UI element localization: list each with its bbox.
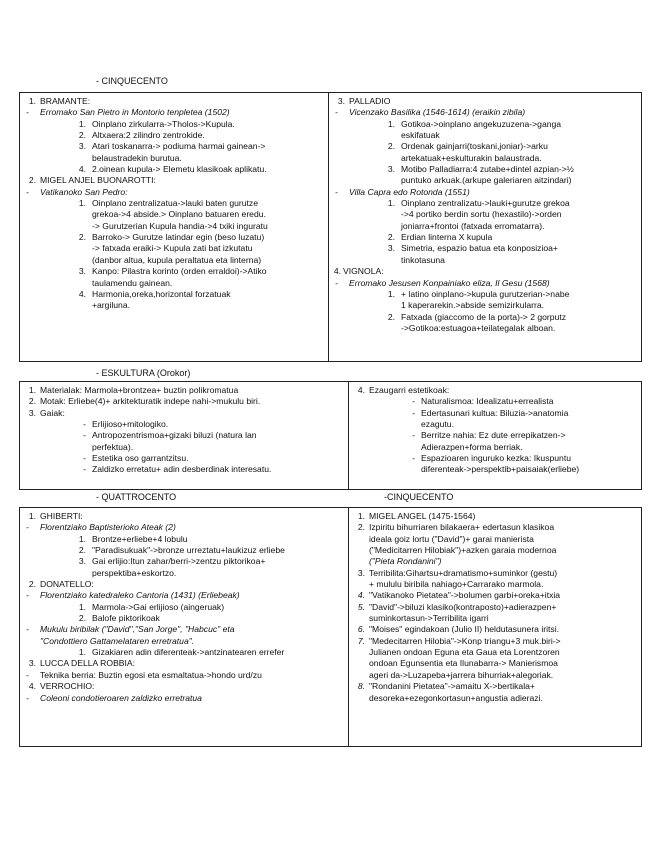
- list-item: [353, 602, 637, 613]
- list-item: [24, 453, 344, 464]
- list-item-text: tinkotasuna: [401, 254, 445, 265]
- list-item: [333, 141, 637, 152]
- list-item-text: MIGEL ANJEL BUONAROTTI:: [40, 175, 156, 186]
- list-item-text: Ezaugarri estetikoak:: [369, 385, 450, 395]
- list-item-text: Teknika berria: Buztin egosi eta esmaltatua->hondo urd/zu: [40, 669, 262, 680]
- list-item: [353, 681, 637, 692]
- list-item-text: Coleoni condotieroaren zaldizko erretratua: [40, 692, 202, 703]
- list-item-text: 2.oinean kupula-> Elemetu klasikoak aplikatu.: [92, 164, 267, 175]
- list-item-text: MIGEL ANGEL (1475-1564): [369, 511, 476, 521]
- list-item-text: ("Medicitarren Hilobiak")+azken garaia modernoa: [369, 545, 557, 556]
- eskultura-box: [19, 381, 642, 490]
- list-marker: 2.: [387, 232, 395, 243]
- list-item-text: Gotikoa->oinplano angekuzuzena->ganga: [401, 118, 562, 129]
- list-item: [24, 579, 344, 590]
- list-item-text: PALLADIO: [349, 96, 391, 106]
- list-item: [24, 534, 344, 545]
- list-item-text: Oinplano zentralizatua->lauki baten gurutze: [92, 198, 259, 209]
- list-item: [24, 681, 344, 692]
- list-item-text: Brontze+erliebe+4 lobulu: [92, 533, 188, 544]
- list-item-text: Gizakiaren adin diferenteak->antzinatearen errefer: [92, 647, 285, 658]
- cinquecento-2-right-column: [349, 508, 641, 746]
- list-item-text: belaustradekin burutua.: [92, 152, 182, 163]
- list-item: [353, 534, 637, 545]
- list-item: [24, 590, 344, 601]
- list-item-text: Izpiritu bihurriaren bilakaera+ edertasun klasikoa: [369, 522, 555, 533]
- list-item: [24, 187, 324, 198]
- list-item-text: + mululu biribila nahiago+Carrarako marmola.: [369, 579, 544, 590]
- list-marker: -: [26, 692, 29, 703]
- list-marker: 3.: [78, 556, 86, 567]
- list-item-text: Naturalismoa: Idealizatu+errealista: [421, 396, 554, 407]
- list-marker: 1.: [78, 118, 86, 129]
- list-item-text: Terribilita:Gihartsu+dramatismo+suminkor (gestu): [369, 567, 558, 578]
- list-marker: 2.: [387, 311, 395, 322]
- list-item-text: Motibo Palladiarra:4 zutabe+dintel azpian->½: [401, 164, 574, 175]
- list-marker: 2.: [387, 141, 395, 152]
- list-item-text: "Rondanini Pietatea"->amaitu X->bertikala+: [369, 681, 535, 692]
- list-marker: -: [26, 522, 29, 533]
- list-item-text: Balofe piktorikoak: [92, 613, 160, 624]
- list-marker: -: [83, 419, 86, 430]
- list-marker: 4.: [28, 681, 36, 692]
- list-marker: 2.: [28, 396, 36, 407]
- list-item: [353, 385, 637, 396]
- list-item: [353, 693, 637, 704]
- list-item-text: Antropozentrismoa+gizaki biluzi (natura lan: [92, 430, 257, 441]
- list-item-text: VERROCHIO:: [40, 681, 95, 692]
- list-marker: 4.: [333, 266, 341, 277]
- list-item-text: eskifatuak: [401, 130, 440, 141]
- list-item: [24, 636, 344, 647]
- list-item: [353, 579, 637, 590]
- list-item: [24, 464, 344, 475]
- list-item: [353, 419, 637, 430]
- list-item-text: LUCCA DELLA ROBBIA:: [40, 658, 136, 669]
- list-item-text: Gaiak:: [40, 407, 65, 418]
- list-item-text: Estetika oso garrantzitsu.: [92, 453, 189, 464]
- list-marker: 4.: [78, 288, 86, 299]
- list-item-text: "Vatikanoko Pietatea"->bolumen garbi+oreka+itxia: [369, 590, 561, 601]
- list-item: [333, 266, 637, 277]
- list-item-text: DONATELLO:: [40, 579, 94, 590]
- list-marker: 1.: [28, 96, 36, 106]
- list-item-text: Adierazpen+forma berriak.: [421, 441, 523, 452]
- list-marker: -: [83, 453, 86, 464]
- list-item-text: diferenteak->perspektib+paisaiak(erliebe): [421, 464, 580, 475]
- list-item: [353, 522, 637, 533]
- list-item-text: VIGNOLA:: [343, 266, 384, 277]
- list-marker: -: [412, 453, 415, 464]
- quattrocento-left-column: [20, 508, 348, 746]
- list-marker: -: [26, 669, 29, 680]
- list-item: [24, 408, 344, 419]
- list-item-text: Erlijioso+mitologiko.: [92, 419, 169, 430]
- list-marker: 1.: [78, 601, 86, 612]
- list-marker: 1.: [387, 288, 395, 299]
- list-item-text: Berritze nahia: Ez dute errepikatzen->: [421, 430, 566, 441]
- cinquecento-right-column: [329, 93, 641, 361]
- list-item-text: Harmonia,oreka,horizontal forzatuak: [92, 288, 231, 299]
- list-item-text: Florentziako Baptisterioko Ateak (2): [40, 522, 176, 533]
- list-item: [353, 408, 637, 419]
- list-item: [333, 232, 637, 243]
- list-marker: 2.: [78, 130, 86, 141]
- list-item-text: +argiluna.: [92, 300, 130, 311]
- list-item-text: Erdian linterna X kupula: [401, 232, 493, 243]
- list-item: [24, 511, 344, 522]
- list-item-text: Vatikanoko San Pedro:: [40, 186, 128, 197]
- list-item: [333, 175, 637, 186]
- list-marker: 2.: [78, 232, 86, 243]
- list-item: [353, 590, 637, 601]
- list-item: [333, 198, 637, 209]
- list-item-text: -> Gurutzerian Kupula handia->4 txiki inguratu: [92, 220, 268, 231]
- list-item: [353, 453, 637, 464]
- list-item-text: 1 kaperarekin.>abside semizirkularra.: [401, 300, 545, 311]
- list-item-text: ("Pieta Rondanini"): [369, 556, 442, 567]
- list-marker: 3.: [387, 164, 395, 175]
- list-item: [24, 130, 324, 141]
- list-item-text: ondoan Egunsentia eta Ilunabarra-> Manierismoa: [369, 658, 558, 669]
- list-marker: 3.: [387, 243, 395, 254]
- list-item: [24, 119, 324, 130]
- list-marker: -: [26, 624, 29, 635]
- section-title-quattrocento: - QUATTROCENTO: [96, 492, 177, 502]
- list-item-text: puntuko arkuak.(arkupe galeriaren aitzindari): [401, 175, 572, 186]
- list-marker: -: [26, 107, 29, 118]
- list-item: [24, 141, 324, 152]
- list-item-text: "David"->biluzi klasiko(kontraposto)+adierazpen+: [369, 601, 557, 612]
- list-item: [24, 107, 324, 118]
- list-item: [24, 545, 344, 556]
- list-item: [24, 164, 324, 175]
- list-item-text: ageri da->Luzapeba+jarrera bihurriak+alegoriak.: [369, 669, 554, 680]
- list-item-text: Altxaera:2 zilindro zentrokide.: [92, 130, 205, 141]
- list-item-text: desoreka+ezegonkortasun+angustia adierazi.: [369, 692, 543, 703]
- cinquecento-box: [19, 92, 642, 362]
- list-item: [353, 556, 637, 567]
- list-item: [353, 545, 637, 556]
- list-item: [333, 255, 637, 266]
- list-item-text: Atari toskanarra-> podiuma harmai gainean->: [92, 141, 266, 152]
- list-item-text: grekoa->4 abside.> Oinplano batuaren eredu.: [92, 209, 266, 220]
- list-item: [24, 430, 344, 441]
- list-item: [24, 209, 324, 220]
- list-item: [333, 278, 637, 289]
- list-item-text: Marmola->Gai erlijioso (aingeruak): [92, 601, 225, 612]
- list-item: [333, 153, 637, 164]
- list-item: [333, 164, 637, 175]
- list-item: [333, 209, 637, 220]
- list-item: [353, 464, 637, 475]
- list-item-text: "Condottiero Gattamelataren erretratua".: [40, 635, 195, 646]
- list-item: [333, 221, 637, 232]
- list-item: [353, 670, 637, 681]
- list-item: [333, 323, 637, 334]
- list-item: [24, 278, 324, 289]
- list-marker: 8.: [357, 681, 365, 692]
- list-item: [24, 396, 344, 407]
- list-item: [24, 613, 344, 624]
- list-marker: 2.: [78, 545, 86, 556]
- list-marker: 1.: [28, 385, 36, 395]
- list-item-text: Florentziako katedraleko Cantoria (1431) (Erliebeak): [40, 590, 240, 601]
- list-item-text: "Moises" egindakoan (Julio II) heldutasunera iritsi.: [369, 624, 560, 635]
- list-item: [353, 636, 637, 647]
- list-item-text: Ordenak gainjarri(toskani,joniar)->arku: [401, 141, 548, 152]
- list-item: [353, 568, 637, 579]
- list-item: [24, 647, 344, 658]
- list-item: [24, 96, 324, 107]
- list-item-text: perfektua).: [92, 441, 134, 452]
- list-item-text: Fatxada (giaccomo de la porta)-> 2 gorputz: [401, 311, 567, 322]
- list-item-text: Materialak: Marmola+brontzea+ buztin polikromatua: [40, 385, 239, 395]
- list-item: [24, 385, 344, 396]
- list-marker: -: [335, 277, 338, 288]
- list-item-text: Oinplano zentralizatu->lauki+gurutze grekoa: [401, 198, 570, 209]
- list-item-text: -> fatxada eraiki-> Kupula zati bat izkutatu: [92, 243, 253, 254]
- list-marker: -: [26, 590, 29, 601]
- list-marker: 3.: [28, 407, 36, 418]
- list-item-text: ezagutu.: [421, 419, 454, 430]
- list-marker: -: [412, 407, 415, 418]
- list-marker: 1.: [357, 511, 365, 521]
- list-item-text: joniarra+frontoi (fatxada erromatarra).: [401, 220, 545, 231]
- list-item-text: Julianen ondoan Eguna eta Gaua eta Lorentzoren: [369, 647, 560, 658]
- list-item: [353, 658, 637, 669]
- list-item-text: Espazioaren inguruko kezka: Ikuspuntu: [421, 453, 572, 464]
- list-item-text: suminkortasun->Terribilita igarri: [369, 613, 489, 624]
- list-marker: -: [335, 186, 338, 197]
- list-item-text: Mukulu biribilak ("David","San Jorge", "Habcuc" eta: [40, 624, 235, 635]
- list-item-text: ideala goiz lortu ("David")+ garai manierista: [369, 533, 534, 544]
- list-item-text: Edertasunari kultua: Biluzia->anatomia: [421, 407, 569, 418]
- list-marker: 2.: [28, 579, 36, 590]
- list-item: [24, 522, 344, 533]
- section-title-cinquecento-2: -CINQUECENTO: [384, 492, 454, 502]
- list-item: [353, 430, 637, 441]
- list-item: [24, 602, 344, 613]
- list-marker: 4.: [357, 590, 365, 601]
- list-item: [333, 107, 637, 118]
- list-item: [333, 119, 637, 130]
- list-item: [353, 613, 637, 624]
- list-item-text: "Medecitarren Hilobia"->Konp triangu+3 muk.biri->: [369, 635, 561, 646]
- list-item: [24, 198, 324, 209]
- list-marker: -: [412, 430, 415, 441]
- list-item: [333, 130, 637, 141]
- list-item: [24, 255, 324, 266]
- list-item: [353, 647, 637, 658]
- list-marker: 3.: [357, 567, 365, 578]
- list-item: [333, 312, 637, 323]
- list-item: [24, 556, 344, 567]
- list-item: [333, 243, 637, 254]
- list-marker: -: [26, 186, 29, 197]
- list-item-text: Motak: Erliebe(4)+ arkitekturatik indepe nahi->mukulu biri.: [40, 396, 261, 407]
- list-item-text: ->4 portiko berdin sortu (hexastilo)->orden: [401, 209, 562, 220]
- list-item-text: Vicenzako Basilika (1546-1614) (eraikin zibila): [349, 107, 526, 118]
- list-item-text: Zaldizko erretatu+ adin desberdinak interesatu.: [92, 464, 272, 475]
- list-marker: 1.: [28, 511, 36, 521]
- list-item: [24, 419, 344, 430]
- list-marker: -: [335, 107, 338, 118]
- list-item-text: BRAMANTE:: [40, 96, 91, 106]
- list-item: [24, 266, 324, 277]
- list-item-text: Kanpo: Pilastra korinto (orden erraldoi)->Atiko: [92, 266, 267, 277]
- list-marker: 2.: [357, 522, 365, 533]
- list-marker: 3.: [78, 266, 86, 277]
- list-item: [24, 568, 344, 579]
- list-item: [333, 187, 637, 198]
- list-marker: 1.: [78, 198, 86, 209]
- section-title-eskultura: - ESKULTURA (Orokor): [96, 368, 191, 378]
- list-marker: 1.: [78, 647, 86, 658]
- list-item: [353, 442, 637, 453]
- list-item-text: Erromako San Pietro in Montorio tenpletea (1502): [40, 107, 230, 118]
- list-marker: 1.: [78, 533, 86, 544]
- list-marker: 3.: [337, 96, 345, 106]
- list-item-text: perspektiba+eskortzo.: [92, 567, 177, 578]
- list-item: [24, 300, 324, 311]
- list-marker: 2.: [28, 175, 36, 186]
- section-title-cinquecento: - CINQUECENTO: [96, 76, 168, 86]
- list-item: [24, 243, 324, 254]
- eskultura-left-column: [20, 382, 348, 489]
- list-marker: 1.: [387, 118, 395, 129]
- list-marker: 1.: [387, 198, 395, 209]
- quattrocento-box: [19, 507, 642, 747]
- list-item-text: artekatuak+eskulturakin balaustrada.: [401, 152, 542, 163]
- list-marker: 4.: [357, 385, 365, 395]
- list-item: [24, 153, 324, 164]
- list-item: [24, 175, 324, 186]
- list-item-text: taulamendu gainean.: [92, 277, 173, 288]
- list-item: [353, 624, 637, 635]
- list-item-text: Oinplano zirkularra->Tholos->Kupula.: [92, 118, 235, 129]
- list-item-text: GHIBERTI:: [40, 511, 83, 521]
- list-item-text: Gai erlijio:Itun zahar/berri->zentzu piktorikoa+: [92, 556, 266, 567]
- list-marker: 6.: [357, 624, 365, 635]
- list-item: [24, 289, 324, 300]
- list-item-text: Simetria, espazio batua eta konposizioa+: [401, 243, 558, 254]
- list-marker: -: [412, 396, 415, 407]
- list-marker: 2.: [78, 613, 86, 624]
- list-item: [24, 221, 324, 232]
- list-item: [24, 624, 344, 635]
- list-item-text: "Paradisukuak"->bronze urreztatu+laukizuz erliebe: [92, 545, 285, 556]
- eskultura-right-column: [349, 382, 641, 489]
- list-item: [353, 511, 637, 522]
- list-marker: -: [83, 430, 86, 441]
- list-marker: -: [83, 464, 86, 475]
- list-item-text: Barroko-> Gurutze latindar egin (beso luzatu): [92, 232, 265, 243]
- list-marker: 3.: [78, 141, 86, 152]
- list-item: [333, 300, 637, 311]
- list-marker: 4.: [78, 164, 86, 175]
- list-marker: 3.: [28, 658, 36, 669]
- list-item: [353, 396, 637, 407]
- list-item: [24, 658, 344, 669]
- list-item: [24, 693, 344, 704]
- list-item: [24, 670, 344, 681]
- list-item: [24, 232, 324, 243]
- list-item-text: + latino oinplano->kupula gurutzerian->nabe: [401, 288, 570, 299]
- list-item-text: ->Gotikoa:estuagoa+teilategalak alboan.: [401, 322, 556, 333]
- cinquecento-left-column: [20, 93, 328, 361]
- list-item-text: Villa Capra edo Rotonda (1551): [349, 186, 470, 197]
- list-marker: 7.: [357, 635, 365, 646]
- list-item: [333, 96, 637, 107]
- list-item-text: (danbor altua, kupula peraltatua eta linterna): [92, 254, 262, 265]
- list-item: [333, 289, 637, 300]
- list-item-text: Erromako Jesusen Konpainiako eliza, Il Gesu (1568): [349, 277, 550, 288]
- list-item: [24, 442, 344, 453]
- list-marker: 5.: [357, 601, 365, 612]
